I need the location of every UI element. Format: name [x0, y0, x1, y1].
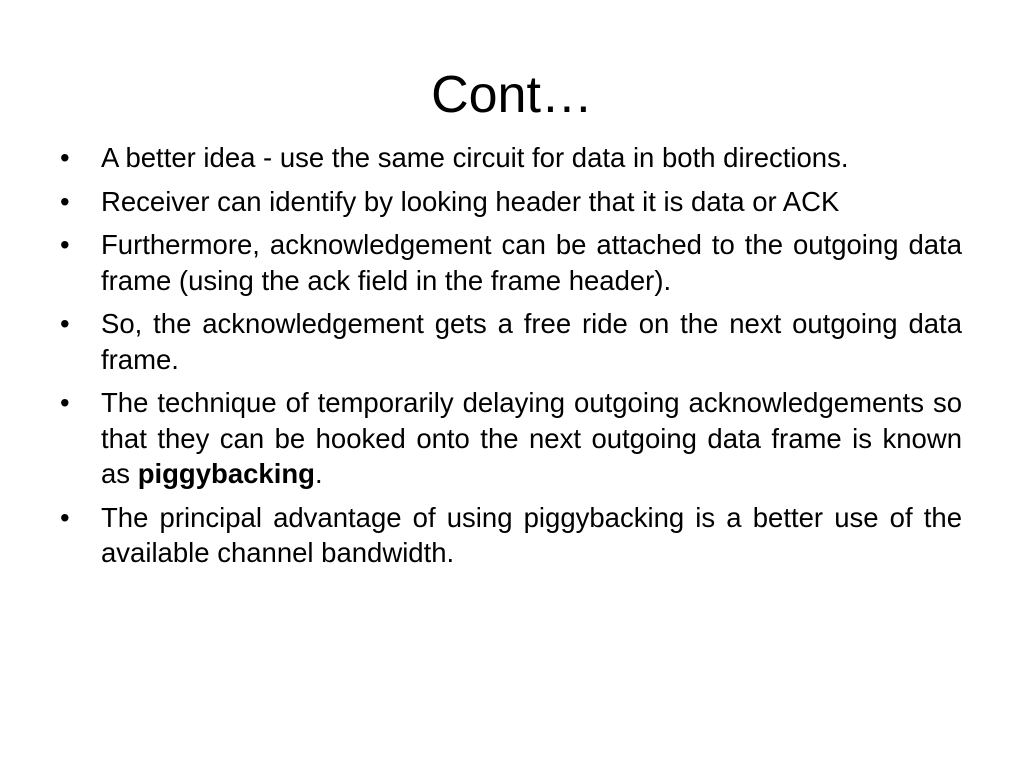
- bullet-item: [56, 385, 962, 492]
- bullet-text-after: .: [314, 458, 323, 489]
- slide-title: Cont…: [431, 66, 593, 124]
- bullet-icon: •: [60, 229, 70, 260]
- bullet-icon: •: [60, 387, 70, 418]
- bullet-item: [56, 140, 962, 176]
- bullet-item: [56, 306, 962, 377]
- bullet-icon: •: [60, 501, 70, 533]
- bullet-text: The principal advantage of using piggybacking is a better use of the available channel bandwidth.: [101, 501, 962, 568]
- bullet-text: A better idea - use the same circuit for data in both directions.: [101, 142, 849, 173]
- bullet-icon: •: [60, 185, 70, 217]
- bullet-item: [56, 500, 962, 571]
- bullet-text: So, the acknowledgement gets a free ride on the next outgoing data frame.: [101, 308, 962, 375]
- piggybacking-term: piggybacking: [137, 458, 315, 489]
- bullet-text: [101, 387, 962, 489]
- bullet-text-before: The technique of temporarily delaying outgoing acknowledgements so that they can be hooked onto the next outgoing data frame is known as: [101, 387, 962, 489]
- bullet-text: Furthermore, acknowledgement can be attached to the outgoing data frame (using the ack field in the frame header).: [101, 229, 962, 296]
- bullet-item: [56, 227, 962, 298]
- bullet-icon: •: [60, 142, 70, 173]
- bullet-icon: •: [60, 308, 70, 339]
- bullet-text: Receiver can identify by looking header that it is data or ACK: [101, 185, 840, 217]
- bullet-list: [56, 140, 962, 579]
- bullet-item: [56, 184, 962, 220]
